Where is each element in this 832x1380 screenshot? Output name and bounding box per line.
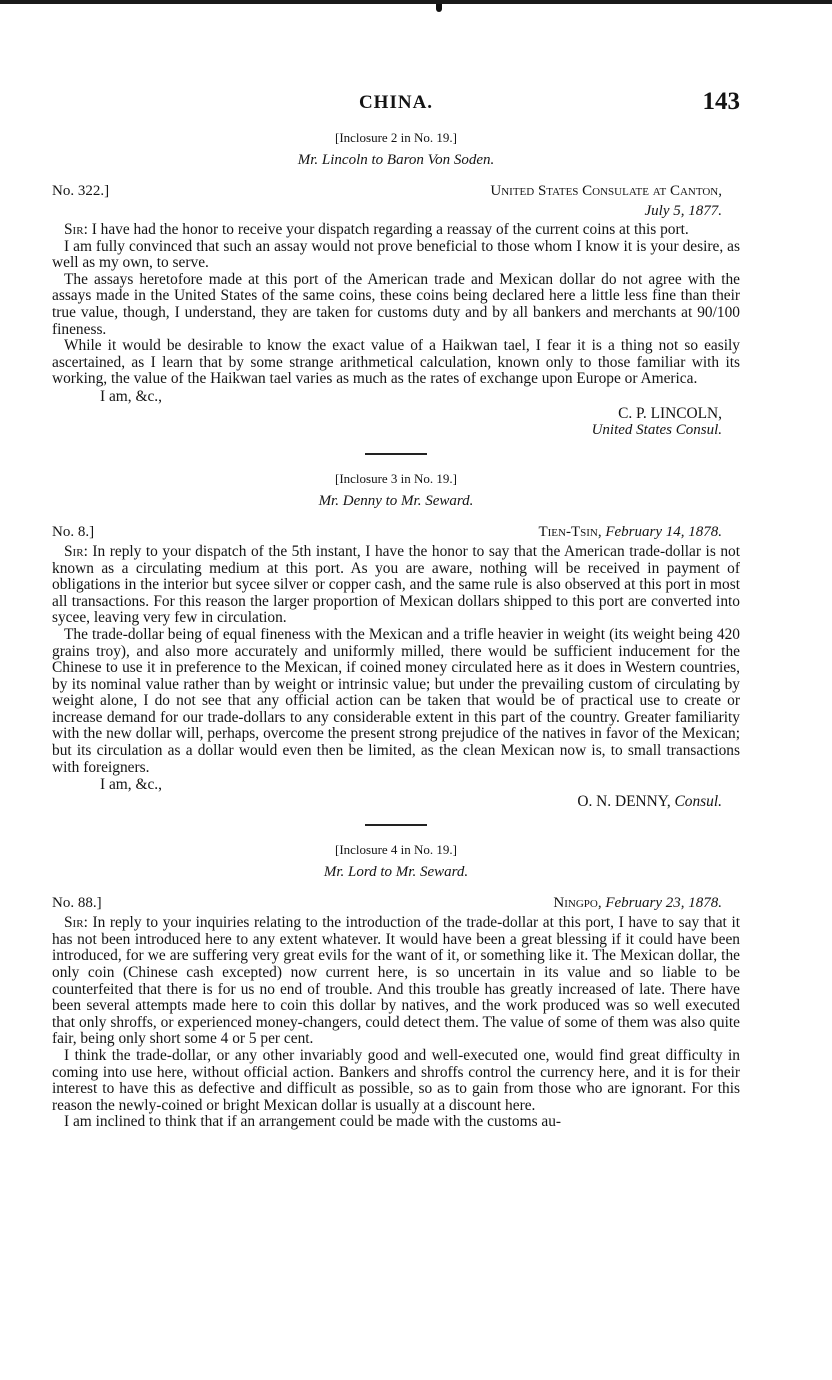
dispatch-place-date xyxy=(553,895,722,912)
signature: C. P. LINCOLN, xyxy=(618,404,722,422)
closing: I am, &c., xyxy=(100,387,162,405)
ink-mark xyxy=(436,4,442,12)
dispatch-date xyxy=(52,203,740,220)
paragraph-text: In reply to your inquiries relating to the introduction of the trade-dollar at this port, I have to say that it has not been introduced here to any extent whatever. It would have been a great blessing if it could have been introduced, for we are suffering very great evils for the want of it, or something like it. The Mexican dollar, the only coin (Chinese cash excepted) now current here, is so uncertain in its value and so liable to be counterfeited that there is for us no end of trouble. And this trouble has greatly increased of late. There have been several attempts made here to coin this dollar by natives, and the work produced was so well executed that only shroffs, or experienced money-changers, could detect them. The value of some of them was also quite fair, being only short some 4 or 5 per cent. xyxy=(52,914,741,1048)
paragraph: While it would be desirable to know the exact value of a Haikwan tael, I fear it is a thing not so easily ascertained, as I learn that by some strange arithmetical calculation, known only to those familiar with its working, the value of the Haikwan tael varies as much as the rates of exchange upon Europe or America. xyxy=(52,337,740,388)
dateline xyxy=(52,895,740,915)
paragraph-text: In reply to your dispatch of the 5th instant, I have the honor to say that the American trade-dollar is not known as a circulating medium at this port. As you are aware, nothing will be received in payment of obligations in the interior but sycee silver or copper cash, and the same rule is also observed at this port in most all transactions. For this reason the larger proportion of Mexican dollars shipped to this port are converted into sycee, leaving very few in circulation. xyxy=(52,542,741,627)
paragraph: The trade-dollar being of equal fineness with the Mexican and a trifle heavier in weight (its weight being 420 grains troy), and also more accurately and uniformly milled, there would be sufficient inducement for the Chinese to use it in preference to the Mexican, if coined money circulated here as it does in Western countries, by its nominal value rather than by weight or intrinsic value; but under the prevailing custom of circulating by weight alone, I do not see that any official action can be taken that would be of practical use to create or increase demand for our trade-dollars to any considerable extent in this part of the country. Greater familiarity with the new dollar will, perhaps, overcome the present strong prejudice of the natives in favor of the Mexican; but its circulation as a dollar would even then be limited, as the clean Mexican now is, to small transactions with foreigners. xyxy=(52,625,740,776)
dateline xyxy=(52,183,740,203)
dispatch-number: No. 8.] xyxy=(52,523,95,540)
salutation: Sir xyxy=(64,221,84,238)
salutation: Sir xyxy=(64,914,84,932)
signature-line xyxy=(52,793,740,810)
letter-denny xyxy=(52,471,740,810)
letter-lord xyxy=(52,842,740,1131)
dispatch-date: February 23, 1878. xyxy=(605,895,722,912)
closing: I am, &c., xyxy=(100,776,162,794)
letter-title: Mr. Lord to Mr. Seward. xyxy=(323,864,469,881)
paragraph: Sir: I have had the honor to receive your dispatch regarding a reassay of the current coins at this port. xyxy=(64,221,689,238)
dispatch-place: Ningpo, xyxy=(553,895,602,912)
dateline xyxy=(52,524,740,544)
page-number: 143 xyxy=(702,88,740,115)
inclosure-label: [Inclosure 4 in No. 19.] xyxy=(334,842,458,858)
paragraph: Sir: In reply to your dispatch of the 5th instant, I have the honor to say that the American trade-dollar is not known as a circulating medium at this port. As you are aware, nothing will be received in payment of obligations in the interior but sycee silver or copper cash, and the same rule is also observed at this port in most all transactions. For this reason the larger proportion of Mexican dollars shipped to this port are converted into sycee, leaving very few in circulation. xyxy=(52,542,741,627)
signature: O. N. DENNY, xyxy=(577,793,671,811)
running-title: CHINA. xyxy=(358,92,434,113)
salutation: Sir xyxy=(64,542,84,560)
dispatch-number: No. 88.] xyxy=(52,895,102,912)
dispatch-place: Tien-Tsin, xyxy=(538,523,602,540)
dispatch-place-date xyxy=(538,524,722,541)
signature-title: United States Consul. xyxy=(591,421,722,438)
paragraph: I think the trade-dollar, or any other invariably good and well-executed one, would find great difficulty in coming into use here, without official action. Bankers and shroffs control the currency here, and it is for their interest to have this as defective and difficult as possible, so as to gain from those who are ignorant. For this reason the newly-coined or bright Mexican dollar is usually at a discount here. xyxy=(52,1047,740,1114)
section-divider xyxy=(365,453,427,455)
page-header xyxy=(52,88,740,122)
dispatch-date: February 14, 1878. xyxy=(605,523,722,540)
section-divider xyxy=(365,824,427,826)
inclosure-label: [Inclosure 3 in No. 19.] xyxy=(334,470,458,486)
dispatch-number: No. 322.] xyxy=(52,183,110,199)
dispatch-date-text: July 5, 1877. xyxy=(644,203,722,219)
signature-title: Consul. xyxy=(674,793,722,811)
letter-lincoln xyxy=(52,130,740,439)
paragraph: I am fully convinced that such an assay would not prove beneficial to those whom I know it is your desire, as well as my own, to serve. xyxy=(52,237,740,272)
page-body xyxy=(52,88,740,1131)
paragraph: I am inclined to think that if an arrangement could be made with the customs au- xyxy=(64,1113,562,1131)
top-border-line xyxy=(0,0,832,4)
inclosure-label: [Inclosure 2 in No. 19.] xyxy=(334,130,458,145)
paragraph: The assays heretofore made at this port of the American trade and Mexican dollar do not agree with the assays made in the United States of the same coins, these coins being declared here a little less fine than their true value, though, I understand, they are taken for customs duty and by all bankers and merchants at 90/100 fineness. xyxy=(52,270,740,338)
paragraph: Sir: In reply to your inquiries relating to the introduction of the trade-dollar at this port, I have to say that it has not been introduced here to any extent whatever. It would have been a great blessing if it could have been introduced, for we are suffering very great evils for the want of it, or something like it. The Mexican dollar, the only coin (Chinese cash excepted) now current here, is so uncertain in its value and so liable to be counterfeited that there is for us no end of trouble. And this trouble has greatly increased of late. There have been several attempts made here to coin this dollar by natives, and the work produced was so well executed that only shroffs, or experienced money-changers, could detect them. The value of some of them was also quite fair, being only short some 4 or 5 per cent. xyxy=(52,914,741,1048)
paragraph-text: I have had the honor to receive your dispatch regarding a reassay of the current coins at this port. xyxy=(91,221,689,238)
dispatch-place: United States Consulate at Canton, xyxy=(490,183,722,199)
letter-title: Mr. Lincoln to Baron Von Soden. xyxy=(297,152,495,168)
letter-title: Mr. Denny to Mr. Seward. xyxy=(318,492,474,509)
